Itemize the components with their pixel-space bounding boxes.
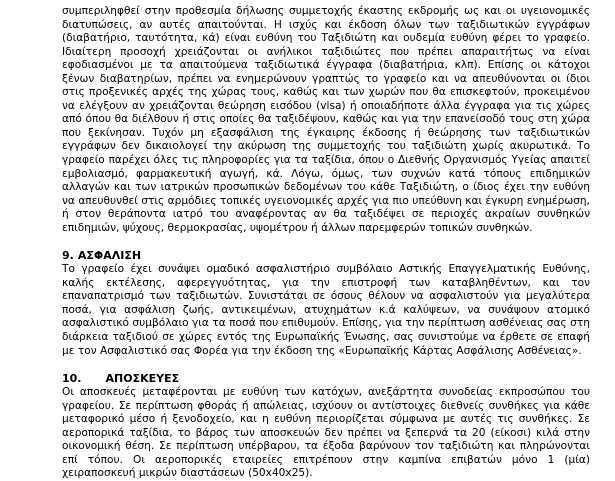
section-10-title: ΑΠΟΣΚΕΥΕΣ <box>105 372 180 386</box>
section-9-heading <box>62 249 590 263</box>
section-9-number: 9. <box>62 249 74 263</box>
intro-paragraph: συμπεριληφθεί στην προθεσμία δήλωσης συμμετοχής έκαστης εκδρομής ως και οι υγειονομικές διατυπώσεις, αν αυτές απαιτούνται. Η ισχύς και έκδοση όλων των ταξιδιωτικών εγγράφων (διαβατήριο, ταυτότητα, κά) είναι ευθύνη του Ταξιδιώτη και ουδεμία ευθύνη φέρει το γραφείο. Ιδιαίτερη προσοχή χρειάζονται οι ανήλικοι ταξιδιώτες που πρέπει απαραιτήτως να είναι εφοδιασμένοι με τα απαιτούμενα ταξιδιωτικά έγγραφα (διαβατήρια, κλπ). Επίσης οι κάτοχοι ξένων διαβατηρίων, πρέπει να ενημερώνουν γραπτώς το γραφείο και να απευθύνονται οι ίδιοι στις προξενικές αρχές της χώρας τους, καθώς και των χωρών που θα επισκεφτούν, προκειμένου να ελέγξουν αν χρειάζονται θεώρηση εισόδου (visa) ή οποιαδήποτε άλλα έγγραφα για τις χώρες από όπου θα διέλθουν ή στις οποίες θα ταξιδέψουν, καθώς και για την επανείσοδό τους στη χώρα που ξεκίνησαν. Τυχόν μη εξασφάλιση της έγκαιρης έκδοσης ή θεώρησης των ταξιδιωτικών εγγράφων δεν δικαιολογεί την ακύρωση της συμμετοχής του ταξιδιώτη χωρίς ακυρωτικά. Το γραφείο παρέχει όλες τις πληροφορίες για τα ταξίδια, όπου ο Διεθνής Οργανισμός Υγείας απαιτεί εμβολιασμό, φαρμακευτική αγωγή, κά. Λόγω, όμως, των συχνών κατά τόπους επιδημικών αλλαγών και των ιατρικών προσωπικών δεδομένων του κάθε Ταξιδιώτη, ο ίδιος έχει την ευθύνη να απευθυνθεί στις αρμόδιες τοπικές υγειονομικές αρχές για πιο υπεύθυνη και έγκυρη ενημέρωση, ή στον θεράποντα ιατρό του αναφέροντας αν θα ταξιδέψει σε περιοχές ακραίων συνθηκών επιδημιών, ψύχους, θερμοκρασίας, υψομέτρου ή άλλων παρεμφερών τοπικών συνθηκών. <box>62 5 590 234</box>
section-10-number: 10. <box>62 372 82 386</box>
section-9-title: ΑΣΦΑΛΙΣΗ <box>77 249 142 263</box>
document-page <box>62 5 590 481</box>
section-9-body: Το γραφείο έχει συνάψει ομαδικό ασφαλιστήριο συμβόλαιο Αστικής Επαγγελματικής Ευθύνης, καλής εκτέλεσης, αφερεγγυότητας, για την επιστροφή των καταβληθέντων, και τον επαναπατρισμό των ταξιδιωτών. Συνιστάται σε όσους θέλουν να ασφαλιστούν για μεγαλύτερα ποσά, για ασφάλιση ζωής, αντικειμένων, ατυχημάτων κ.ά καλύψεων, να συνάψουν ατομικό ασφαλιστικό συμβόλαιο για τα ποσά που επιθυμούν. Επίσης, για την περίπτωση ασθένειας σας στη διάρκεια ταξιδιού σε χώρες εντός της Ευρωπαϊκής Ένωσης, σας συνιστούμε να έρθετε σε επαφή με τον Ασφαλιστικό σας Φορέα για την έκδοση της «Ευρωπαϊκής Κάρτας Ασφάλισης Ασθένειας». <box>62 263 590 357</box>
section-10-body: Οι αποσκευές μεταφέρονται με ευθύνη των κατόχων, ανεξάρτητα συνοδείας εκπροσώπου του γραφείου. Σε περίπτωση φθοράς ή απώλειας, ισχύουν οι αντίστοιχες διεθνείς συνθήκες για κάθε μεταφορικό μέσο ή ξενοδοχείο, και η ευθύνη περιορίζεται σύμφωνα με αυτές τις συνθήκες. Σε αεροπορικά ταξίδια, το βάρος των αποσκευών δεν πρέπει να ξεπερνά τα 20 (είκοσι) κιλά στην οικονομική θέση. Σε περίπτωση υπέρβαρου, τα έξοδα βαρύνουν τον ταξιδιώτη και πληρώνονται επί τόπου. Οι αεροπορικές εταιρείες επιτρέπουν στην καμπίνα επιβατών μόνο 1 (μία) χειραποσκευή μικρών διαστάσεων (50x40x25). <box>62 386 590 480</box>
section-10-heading <box>62 372 590 386</box>
